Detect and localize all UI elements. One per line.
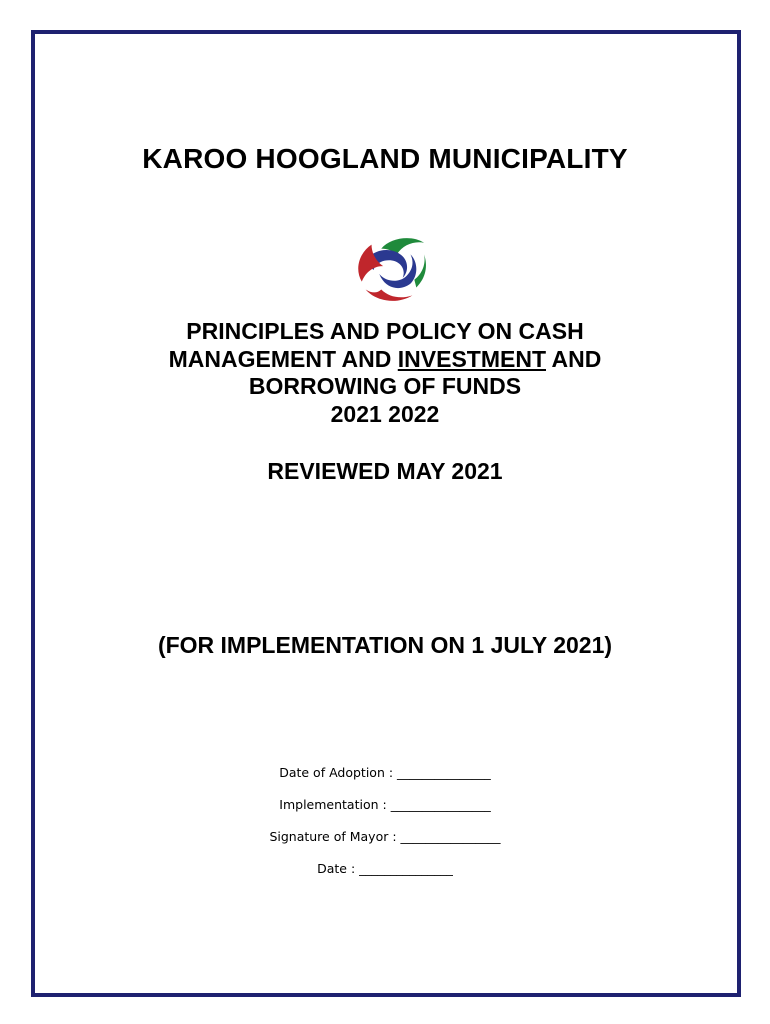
reviewed-date: REVIEWED MAY 2021 [267,458,503,484]
implementation-label: Implementation : [279,797,387,812]
implementation-note: (FOR IMPLEMENTATION ON 1 JULY 2021) [157,632,613,658]
date-of-adoption-row [0,764,770,796]
policy-title-line-1: PRINCIPLES AND POLICY ON CASH [186,318,584,344]
date-of-adoption-blank: _______________ [397,765,491,780]
date-label: Date : [317,861,356,876]
policy-title-line-2-suffix: AND [546,345,602,372]
policy-title-years: 2021 2022 [330,400,440,427]
municipal-logo-icon [352,233,430,307]
signature-of-mayor-label: Signature of Mayor : [269,829,397,844]
policy-title-underlined-word: INVESTMENT [397,345,546,372]
policy-title-line-3: BORROWING OF FUNDS [248,373,522,399]
date-blank: _______________ [359,861,453,876]
date-of-adoption-label: Date of Adoption : [279,765,394,780]
implementation-row [0,796,770,828]
policy-title [0,318,770,428]
municipality-title: KAROO HOOGLAND MUNICIPALITY [142,143,628,174]
policy-title-line-2-prefix: MANAGEMENT AND [168,345,398,372]
signature-of-mayor-row [0,828,770,860]
signature-of-mayor-blank: ________________ [400,829,501,844]
date-row [0,860,770,892]
signoff-block [0,764,770,892]
policy-title-line-2 [0,346,770,374]
implementation-blank: ________________ [390,797,491,812]
